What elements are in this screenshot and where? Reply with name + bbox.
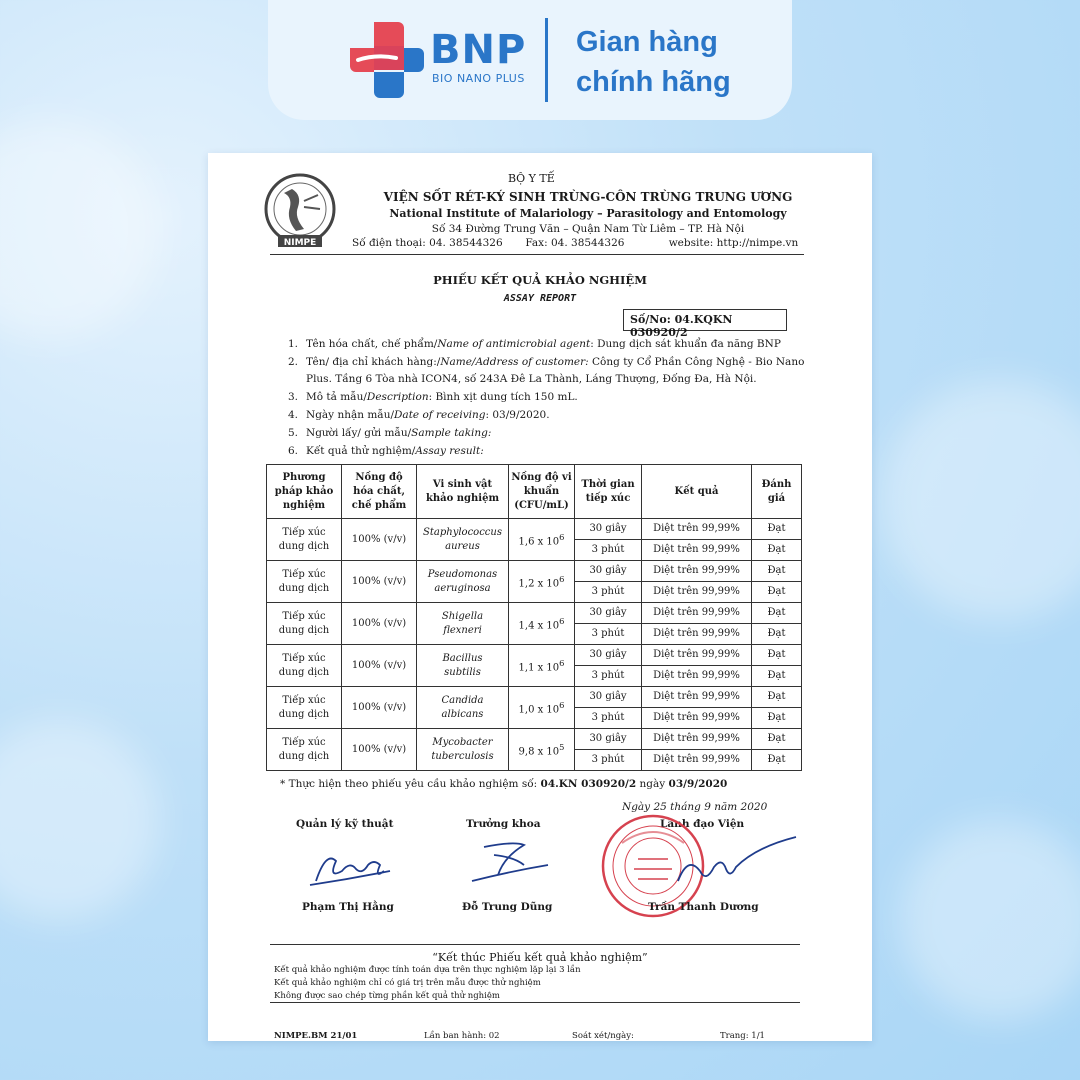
signature-pham-thi-hang bbox=[306, 841, 396, 891]
grade-cell: Đạt bbox=[752, 687, 802, 708]
table-row bbox=[267, 561, 802, 582]
organism-genus: Bacillus bbox=[442, 652, 483, 664]
signer-name: Đỗ Trung Dũng bbox=[462, 901, 553, 913]
cfu-value: 1,2 x 10 bbox=[518, 578, 560, 590]
cfu-exponent: 6 bbox=[559, 699, 565, 710]
organism-cell bbox=[417, 519, 509, 561]
contact-time-cell: 30 giây bbox=[575, 519, 642, 540]
result-cell: Diệt trên 99,99% bbox=[642, 540, 752, 561]
cfu-cell bbox=[509, 687, 575, 729]
cfu-exponent: 6 bbox=[559, 615, 565, 626]
request-footnote: * Thực hiện theo phiếu yêu cầu khảo nghiệm số: 04.KN 030920/2 ngày 03/9/2020 bbox=[280, 778, 728, 790]
background-bokeh bbox=[0, 720, 160, 920]
info-item: 1. Tên hóa chất, chế phẩm/Name of antimicrobial agent: Dung dịch sát khuẩn đa năng BNP bbox=[288, 338, 781, 350]
column-header: Nồng độ hóa chất, chế phẩm bbox=[342, 465, 417, 519]
signer-role: Lãnh đạo Viện bbox=[660, 818, 745, 830]
institute-address: Số 34 Đường Trung Văn – Quận Nam Từ Liêm – TP. Hà Nội bbox=[431, 223, 745, 235]
organism-species: flexneri bbox=[443, 624, 482, 636]
grade-cell: Đạt bbox=[752, 645, 802, 666]
report-number: Số/No: 04.KQKN 030920/2 bbox=[623, 309, 787, 331]
column-header: Đánh giá bbox=[752, 465, 802, 519]
signer-role: Quản lý kỹ thuật bbox=[296, 818, 394, 830]
ministry-heading: BỘ Y TẾ bbox=[508, 172, 555, 185]
column-header: Phương pháp khảo nghiệm bbox=[267, 465, 342, 519]
bnp-logo-text: BNP bbox=[430, 27, 527, 73]
organism-species: albicans bbox=[441, 708, 484, 720]
grade-cell: Đạt bbox=[752, 729, 802, 750]
footer-note: Kết quả khảo nghiệm chỉ có giá trị trên mẫu được thử nghiệm bbox=[274, 978, 541, 988]
fax-number: Fax: 04. 38544326 bbox=[525, 237, 625, 249]
result-cell: Diệt trên 99,99% bbox=[642, 729, 752, 750]
contact-time-cell: 30 giây bbox=[575, 729, 642, 750]
result-cell: Diệt trên 99,99% bbox=[642, 750, 752, 771]
organism-species: subtilis bbox=[444, 666, 481, 678]
organism-genus: Pseudomonas bbox=[427, 568, 498, 580]
result-cell: Diệt trên 99,99% bbox=[642, 645, 752, 666]
grade-cell: Đạt bbox=[752, 624, 802, 645]
signer-name: Phạm Thị Hằng bbox=[302, 901, 394, 913]
assay-results-table bbox=[266, 464, 802, 771]
bnp-cross-logo-icon bbox=[348, 20, 424, 100]
cfu-cell bbox=[509, 645, 575, 687]
institute-name-en: National Institute of Malariology – Parasitology and Entomology bbox=[389, 207, 787, 220]
cfu-value: 1,4 x 10 bbox=[518, 620, 560, 632]
result-cell: Diệt trên 99,99% bbox=[642, 603, 752, 624]
emblem-label: NIMPE bbox=[283, 238, 317, 248]
method-cell: Tiếp xúc dung dịch bbox=[267, 645, 342, 687]
method-cell: Tiếp xúc dung dịch bbox=[267, 687, 342, 729]
concentration-cell: 100% (v/v) bbox=[342, 645, 417, 687]
column-header: Nồng độ vi khuẩn (CFU/mL) bbox=[509, 465, 575, 519]
result-cell: Diệt trên 99,99% bbox=[642, 519, 752, 540]
organism-species: tuberculosis bbox=[431, 750, 494, 762]
report-title: PHIẾU KẾT QUẢ KHẢO NGHIỆM bbox=[433, 273, 647, 287]
background-bokeh bbox=[880, 380, 1080, 620]
official-store-line-2: chính hãng bbox=[576, 66, 731, 98]
info-item: 3. Mô tả mẫu/Description: Bình xịt dung tích 150 mL. bbox=[288, 391, 578, 403]
organism-genus: Staphylococcus bbox=[423, 526, 502, 538]
organism-species: aeruginosa bbox=[434, 582, 491, 594]
organism-cell bbox=[417, 561, 509, 603]
signer-name: Trần Thanh Dương bbox=[648, 901, 759, 913]
concentration-cell: 100% (v/v) bbox=[342, 519, 417, 561]
cfu-cell bbox=[509, 561, 575, 603]
concentration-cell: 100% (v/v) bbox=[342, 729, 417, 771]
grade-cell: Đạt bbox=[752, 750, 802, 771]
cfu-exponent: 6 bbox=[559, 531, 565, 542]
contact-time-cell: 3 phút bbox=[575, 540, 642, 561]
concentration-cell: 100% (v/v) bbox=[342, 561, 417, 603]
grade-cell: Đạt bbox=[752, 666, 802, 687]
grade-cell: Đạt bbox=[752, 582, 802, 603]
concentration-cell: 100% (v/v) bbox=[342, 687, 417, 729]
contact-time-cell: 3 phút bbox=[575, 750, 642, 771]
grade-cell: Đạt bbox=[752, 540, 802, 561]
method-cell: Tiếp xúc dung dịch bbox=[267, 561, 342, 603]
cfu-cell bbox=[509, 729, 575, 771]
background-bokeh bbox=[0, 120, 160, 340]
result-cell: Diệt trên 99,99% bbox=[642, 561, 752, 582]
footer-rule bbox=[270, 944, 800, 945]
official-store-line-1: Gian hàng bbox=[576, 26, 718, 58]
table-row bbox=[267, 729, 802, 750]
column-header: Vi sinh vật khảo nghiệm bbox=[417, 465, 509, 519]
result-cell: Diệt trên 99,99% bbox=[642, 687, 752, 708]
contact-time-cell: 30 giây bbox=[575, 603, 642, 624]
assay-report-document bbox=[208, 153, 872, 1041]
organism-cell bbox=[417, 687, 509, 729]
official-store-title bbox=[576, 22, 731, 102]
brand-header bbox=[268, 0, 792, 120]
contact-time-cell: 3 phút bbox=[575, 624, 642, 645]
cfu-exponent: 6 bbox=[559, 573, 565, 584]
bnp-logo-subtext: BIO NANO PLUS bbox=[432, 72, 525, 85]
result-cell: Diệt trên 99,99% bbox=[642, 624, 752, 645]
cfu-value: 1,6 x 10 bbox=[518, 536, 560, 548]
organism-genus: Candida bbox=[441, 694, 484, 706]
info-item-continued: Plus. Tầng 6 Tòa nhà ICON4, số 243A Đê La Thành, Láng Thượng, Đống Đa, Hà Nội. bbox=[306, 373, 757, 385]
method-cell: Tiếp xúc dung dịch bbox=[267, 729, 342, 771]
phone-number: Số điện thoại: 04. 38544326 bbox=[352, 237, 503, 249]
end-of-report: “Kết thúc Phiếu kết quả khảo nghiệm” bbox=[432, 951, 648, 964]
contact-time-cell: 30 giây bbox=[575, 561, 642, 582]
background-bokeh bbox=[900, 820, 1080, 1020]
contact-time-cell: 30 giây bbox=[575, 687, 642, 708]
organism-genus: Mycobacter bbox=[432, 736, 493, 748]
edition-number: Lần ban hành: 02 bbox=[424, 1031, 500, 1041]
signing-date: Ngày 25 tháng 9 năm 2020 bbox=[622, 801, 768, 813]
footer-rule bbox=[270, 1002, 800, 1003]
grade-cell: Đạt bbox=[752, 561, 802, 582]
header-divider bbox=[545, 18, 548, 102]
report-subtitle: ASSAY REPORT bbox=[503, 293, 577, 304]
contact-time-cell: 3 phút bbox=[575, 582, 642, 603]
table-row bbox=[267, 645, 802, 666]
table-row bbox=[267, 687, 802, 708]
result-cell: Diệt trên 99,99% bbox=[642, 666, 752, 687]
organism-genus: Shigella bbox=[441, 610, 484, 622]
signature-tran-thanh-duong bbox=[638, 833, 818, 897]
info-item: 4. Ngày nhận mẫu/Date of receiving: 03/9/2020. bbox=[288, 409, 550, 421]
cfu-exponent: 5 bbox=[559, 741, 565, 752]
institute-name-vn: VIỆN SỐT RÉT-KÝ SINH TRÙNG-CÔN TRÙNG TRUNG ƯƠNG bbox=[383, 190, 793, 204]
organism-species: aureus bbox=[445, 540, 480, 552]
contact-time-cell: 3 phút bbox=[575, 708, 642, 729]
header-rule bbox=[270, 254, 804, 255]
cfu-value: 9,8 x 10 bbox=[518, 746, 560, 758]
column-header: Kết quả bbox=[642, 465, 752, 519]
grade-cell: Đạt bbox=[752, 603, 802, 624]
column-header: Thời gian tiếp xúc bbox=[575, 465, 642, 519]
review-date: Soát xét/ngày: bbox=[572, 1031, 634, 1041]
result-cell: Diệt trên 99,99% bbox=[642, 582, 752, 603]
method-cell: Tiếp xúc dung dịch bbox=[267, 519, 342, 561]
website: website: http://nimpe.vn bbox=[668, 237, 799, 249]
organism-cell bbox=[417, 645, 509, 687]
info-item: 6. Kết quả thử nghiệm/Assay result: bbox=[288, 445, 484, 457]
table-row bbox=[267, 519, 802, 540]
grade-cell: Đạt bbox=[752, 708, 802, 729]
info-item: 5. Người lấy/ gửi mẫu/Sample taking: bbox=[288, 427, 492, 439]
result-cell: Diệt trên 99,99% bbox=[642, 708, 752, 729]
organism-cell bbox=[417, 729, 509, 771]
cfu-value: 1,1 x 10 bbox=[518, 662, 560, 674]
cfu-cell bbox=[509, 603, 575, 645]
page-number: Trang: 1/1 bbox=[720, 1031, 765, 1041]
form-code: NIMPE.BM 21/01 bbox=[274, 1031, 358, 1041]
table-row bbox=[267, 603, 802, 624]
cfu-exponent: 6 bbox=[559, 657, 565, 668]
footer-note: Không được sao chép từng phần kết quả thử nghiệm bbox=[274, 991, 500, 1001]
concentration-cell: 100% (v/v) bbox=[342, 603, 417, 645]
footer-note: Kết quả khảo nghiệm được tính toán dựa trên thực nghiệm lặp lại 3 lần bbox=[274, 965, 581, 975]
method-cell: Tiếp xúc dung dịch bbox=[267, 603, 342, 645]
cfu-value: 1,0 x 10 bbox=[518, 704, 560, 716]
info-item: 2. Tên/ địa chỉ khách hàng:/Name/Address of customer: Công ty Cổ Phần Công Nghệ - Bio Nano bbox=[288, 356, 805, 368]
contact-time-cell: 3 phút bbox=[575, 666, 642, 687]
organism-cell bbox=[417, 603, 509, 645]
signature-do-trung-dung bbox=[464, 833, 554, 893]
grade-cell: Đạt bbox=[752, 519, 802, 540]
institute-contact bbox=[352, 237, 799, 249]
contact-time-cell: 30 giây bbox=[575, 645, 642, 666]
cfu-cell bbox=[509, 519, 575, 561]
signer-role: Trưởng khoa bbox=[466, 818, 541, 830]
